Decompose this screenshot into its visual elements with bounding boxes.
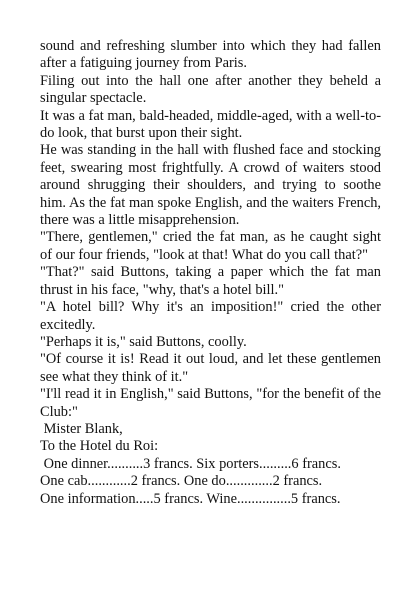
document-page bbox=[40, 38, 381, 508]
bill-line-text: One dinner..........3 francs. Six porters.........6 francs. bbox=[43, 455, 341, 472]
paragraph-read-english: "I'll read it in English," said Buttons, "for the benefit of the Club:" bbox=[40, 386, 381, 420]
paragraph-there-gentlemen: "There, gentlemen," cried the fat man, as he caught sight of our four friends, "look at that! What do you call that?" bbox=[40, 229, 381, 263]
paragraph-filing-out: Filing out into the hall one after another they beheld a singular spectacle. bbox=[40, 72, 381, 107]
letter-recipient: To the Hotel du Roi: bbox=[40, 438, 159, 455]
paragraph-that: "That?" said Buttons, taking a paper which the fat man thrust in his face, "why, that's a hotel bill." bbox=[40, 264, 381, 298]
paragraph-standing: He was standing in the hall with flushed face and stocking feet, swearing most frightfully. A crowd of waiters stood around shrugging their shoulders, and trying to soothe him. As the fat man spoke English, and the waiters French, there was a little misapprehension. bbox=[40, 142, 381, 229]
paragraph-of-course: "Of course it is! Read it out loud, and let these gentlemen see what they think of it." bbox=[40, 351, 381, 385]
bill-line: One cab............2 francs. One do.............2 francs. bbox=[40, 473, 323, 490]
paragraph-slumber: sound and refreshing slumber into which they had fallen after a fatiguing journey from Paris. bbox=[40, 38, 381, 72]
paragraph-hotel-bill: "A hotel bill? Why it's an imposition!" cried the other excitedly. bbox=[40, 299, 381, 333]
letter-salutation bbox=[40, 421, 381, 438]
bill-line bbox=[40, 456, 381, 473]
paragraph-perhaps: "Perhaps it is," said Buttons, coolly. bbox=[40, 333, 247, 350]
paragraph-fat-man: It was a fat man, bald-headed, middle-aged, with a well-to-do look, that burst upon their sight. bbox=[40, 107, 381, 142]
letter-salutation-text: Mister Blank, bbox=[43, 420, 123, 437]
bill-line: One information.....5 francs. Wine...............5 francs. bbox=[40, 490, 341, 507]
